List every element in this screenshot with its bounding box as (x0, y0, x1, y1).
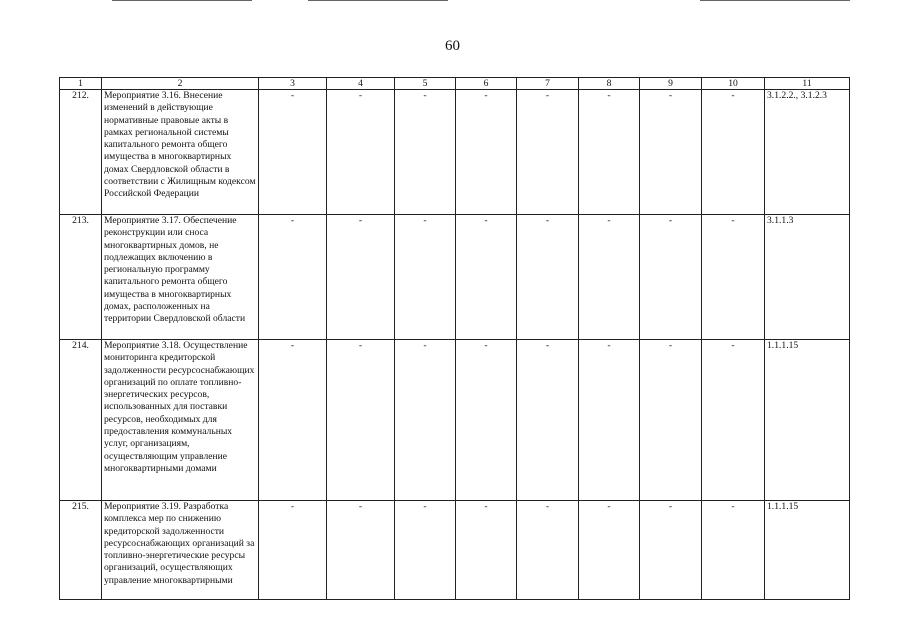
page-number: 60 (445, 38, 460, 54)
value-cell: - (259, 215, 327, 340)
value-cell: - (517, 501, 579, 600)
value-cell: - (579, 501, 640, 600)
value-cell: - (456, 340, 517, 501)
value-cell: - (327, 501, 395, 600)
scan-edge-line-center (308, 0, 448, 1)
value-cell: - (579, 215, 640, 340)
column-header: 6 (456, 78, 517, 90)
scan-edge-line-left (112, 0, 252, 1)
scan-edge-line-right (700, 0, 850, 1)
row-number: 213. (60, 215, 102, 340)
target-reference: 1.1.1.15 (765, 340, 850, 501)
value-cell: - (456, 501, 517, 600)
column-header: 1 (60, 78, 102, 90)
value-cell: - (702, 501, 765, 600)
value-cell: - (456, 90, 517, 215)
value-cell: - (517, 215, 579, 340)
value-cell: - (259, 501, 327, 600)
value-cell: - (327, 90, 395, 215)
value-cell: - (579, 90, 640, 215)
column-header: 5 (395, 78, 456, 90)
row-number: 214. (60, 340, 102, 501)
column-header: 2 (102, 78, 259, 90)
column-header: 10 (702, 78, 765, 90)
row-number: 215. (60, 501, 102, 600)
target-reference: 1.1.1.15 (765, 501, 850, 600)
table-row (60, 215, 850, 340)
value-cell: - (395, 90, 456, 215)
value-cell: - (259, 90, 327, 215)
value-cell: - (640, 90, 702, 215)
column-header: 9 (640, 78, 702, 90)
measure-description: Мероприятие 3.18. Осуществление мониторинга кредиторской задолженности ресурсоснабжающих организаций по оплате топливно-энергетических ресурсов, использованных для поставки ресурсов, необходимых для предоставления коммунальных услуг, организациям, осуществляющим управление многоквартирными домами (102, 340, 259, 501)
row-number: 212. (60, 90, 102, 215)
measure-description: Мероприятие 3.17. Обеспечение реконструкции или сноса многоквартирных домов, не подлежащих включению в региональную программу капитального ремонта общего имущества в многоквартирных домах, расположенных на территории Свердловской области (102, 215, 259, 340)
value-cell: - (702, 340, 765, 501)
value-cell: - (640, 340, 702, 501)
value-cell: - (517, 90, 579, 215)
measures-table (59, 77, 850, 600)
value-cell: - (579, 340, 640, 501)
table-header-row (60, 78, 850, 90)
value-cell: - (395, 340, 456, 501)
measure-description: Мероприятие 3.16. Внесение изменений в действующие нормативные правовые акты в рамках региональной системы капитального ремонта общего имущества в многоквартирных домах Свердловской области в соответствии с Жилищным кодексом Российской Федерации (102, 90, 259, 215)
value-cell: - (702, 215, 765, 340)
value-cell: - (327, 340, 395, 501)
value-cell: - (456, 215, 517, 340)
target-reference: 3.1.1.3 (765, 215, 850, 340)
value-cell: - (327, 215, 395, 340)
value-cell: - (640, 501, 702, 600)
measure-description: Мероприятие 3.19. Разработка комплекса мер по снижению кредиторской задолженности ресурсоснабжающих организаций за топливно-энергетические ресурсы организаций, осуществляющих управление многоквартирными (102, 501, 259, 600)
value-cell: - (640, 215, 702, 340)
value-cell: - (517, 340, 579, 501)
value-cell: - (395, 501, 456, 600)
value-cell: - (702, 90, 765, 215)
column-header: 8 (579, 78, 640, 90)
table-row (60, 340, 850, 501)
table-row (60, 501, 850, 600)
column-header: 3 (259, 78, 327, 90)
value-cell: - (395, 215, 456, 340)
column-header: 7 (517, 78, 579, 90)
table-row (60, 90, 850, 215)
value-cell: - (259, 340, 327, 501)
target-reference: 3.1.2.2., 3.1.2.3 (765, 90, 850, 215)
column-header: 4 (327, 78, 395, 90)
column-header: 11 (765, 78, 850, 90)
